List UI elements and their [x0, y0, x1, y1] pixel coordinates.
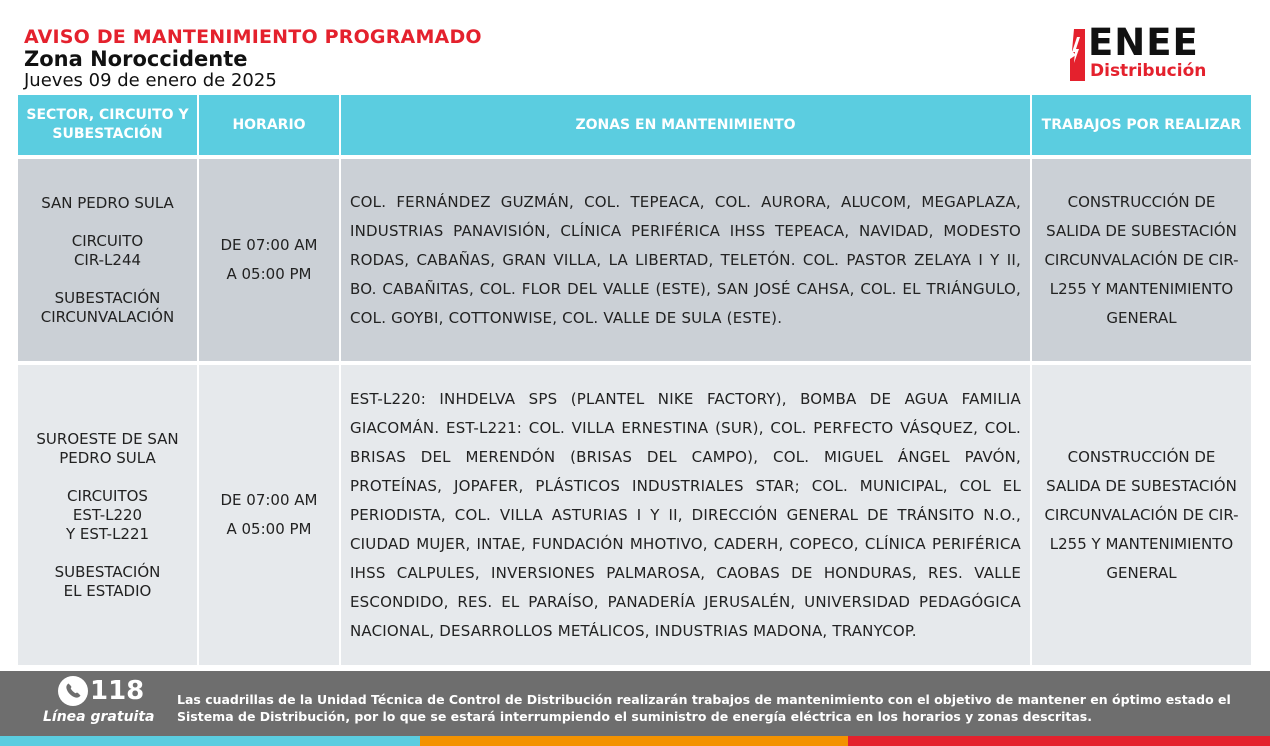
notice-title: AVISO DE MANTENIMIENTO PROGRAMADO — [24, 26, 482, 48]
sector-cell — [18, 159, 199, 361]
table-header-row — [18, 95, 1251, 159]
sector-name: SAN PEDRO SULA — [41, 193, 174, 212]
enee-logo — [1068, 21, 1248, 85]
zone-name: Zona Noroccidente — [24, 47, 248, 71]
circuit-label: CIRCUITOS — [67, 486, 148, 505]
zones-cell: EST-L220: INHDELVA SPS (PLANTEL NIKE FACTORY), BOMBA DE AGUA FAMILIA GIACOMÁN. EST-L221: COL. VILLA ERNESTINA (SUR), COL. PERFECTO VÁSQUEZ, COL. BRISAS DEL MERENDÓN (BRISAS DEL CAMPO), COL. MIGUEL ÁNGEL PAVÓN, PROTEÍNAS, JOPAFER, PLÁSTICOS INDUSTRIALES STAR; COL. MUNICIPAL, COL EL PERIODISTA, COL. VILLA ASTURIAS I Y II, DIRECCIÓN GENERAL DE TRÁNSITO N.O., CIUDAD MUJER, INTAE, FUNDACIÓN MHOTIVO, CADERH, COPECO, CLÍNICA PERIFÉRICA IHSS CALPULES, INVERSIONES PALMAROSA, CAOBAS DE HONDURAS, RES. VALLE ESCONDIDO, RES. EL PARAÍSO, PANADERÍA JERUSALÉN, UNIVERSIDAD PEDAGÓGICA NACIONAL, DESARROLLOS METÁLICOS, INDUSTRIAS MADONA, TRANYCOP. — [341, 365, 1032, 665]
table-row — [18, 365, 1251, 665]
circuit-code-line2: Y EST-L221 — [65, 524, 150, 543]
footer — [0, 671, 1270, 736]
substation-label: SUBESTACIÓN — [54, 288, 161, 307]
circuit-label: CIRCUITO — [71, 231, 144, 250]
enee-lightning-mark-icon — [1070, 29, 1085, 81]
maintenance-table — [18, 95, 1251, 665]
circuit-code-line1: EST-L220 — [72, 505, 143, 524]
sector-cell — [18, 365, 199, 665]
notice-date: Jueves 09 de enero de 2025 — [24, 70, 277, 91]
works-cell: CONSTRUCCIÓN DE SALIDA DE SUBESTACIÓN CIRCUNVALACIÓN DE CIR-L255 Y MANTENIMIENTO GENERAL — [1044, 447, 1239, 582]
phone-label: Línea gratuita — [43, 709, 155, 725]
circuit-code: CIR-L244 — [73, 250, 142, 269]
header-sector: SECTOR, CIRCUITO Y SUBESTACIÓN — [18, 95, 199, 155]
sector-name-line1: SUROESTE DE SAN — [36, 429, 179, 448]
phone-number: 118 — [90, 676, 145, 706]
phone-icon — [58, 676, 88, 706]
table-row — [18, 159, 1251, 365]
substation-name: EL ESTADIO — [63, 581, 152, 600]
color-bar-orange — [420, 736, 848, 746]
logo-division: Distribución — [1090, 61, 1207, 81]
substation-name: CIRCUNVALACIÓN — [40, 307, 175, 326]
notice-header — [24, 26, 724, 92]
logo-brand: ENEE — [1088, 21, 1199, 64]
color-bar-cyan — [0, 736, 420, 746]
schedule-to: A 05:00 PM — [226, 265, 312, 283]
header-schedule: HORARIO — [199, 95, 341, 155]
header-zones: ZONAS EN MANTENIMIENTO — [341, 95, 1032, 155]
schedule-cell — [199, 159, 341, 361]
schedule-from: DE 07:00 AM — [220, 491, 318, 509]
schedule-cell — [199, 365, 341, 665]
footer-notice: Las cuadrillas de la Unidad Técnica de Control de Distribución realizarán trabajos de mantenimiento con el objetivo de mantener en óptimo estado el Sistema de Distribución, por lo que se estará interrumpiendo el suministro de energía eléctrica en los horarios y zonas descritas. — [177, 692, 1231, 724]
works-cell: CONSTRUCCIÓN DE SALIDA DE SUBESTACIÓN CIRCUNVALACIÓN DE CIR-L255 Y MANTENIMIENTO GENERAL — [1044, 192, 1239, 327]
sector-name-line2: PEDRO SULA — [59, 448, 156, 467]
schedule-from: DE 07:00 AM — [220, 236, 318, 254]
zones-cell: COL. FERNÁNDEZ GUZMÁN, COL. TEPEACA, COL. AURORA, ALUCOM, MEGAPLAZA, INDUSTRIAS PANAVISIÓN, CLÍNICA PERIFÉRICA IHSS TEPEACA, NAVIDAD, MODESTO RODAS, CABAÑAS, GRAN VILLA, LA LIBERTAD, TELETÓN. COL. PASTOR ZELAYA I Y II, BO. CABAÑITAS, COL. FLOR DEL VALLE (ESTE), SAN JOSÉ CAHSA, COL. EL TRIÁNGULO, COL. GOYBI, COTTONWISE, COL. VALLE DE SULA (ESTE). — [341, 159, 1032, 361]
header-works: TRABAJOS POR REALIZAR — [1041, 116, 1242, 133]
schedule-to: A 05:00 PM — [226, 520, 312, 538]
color-bar-red — [848, 736, 1270, 746]
substation-label: SUBESTACIÓN — [54, 562, 161, 581]
